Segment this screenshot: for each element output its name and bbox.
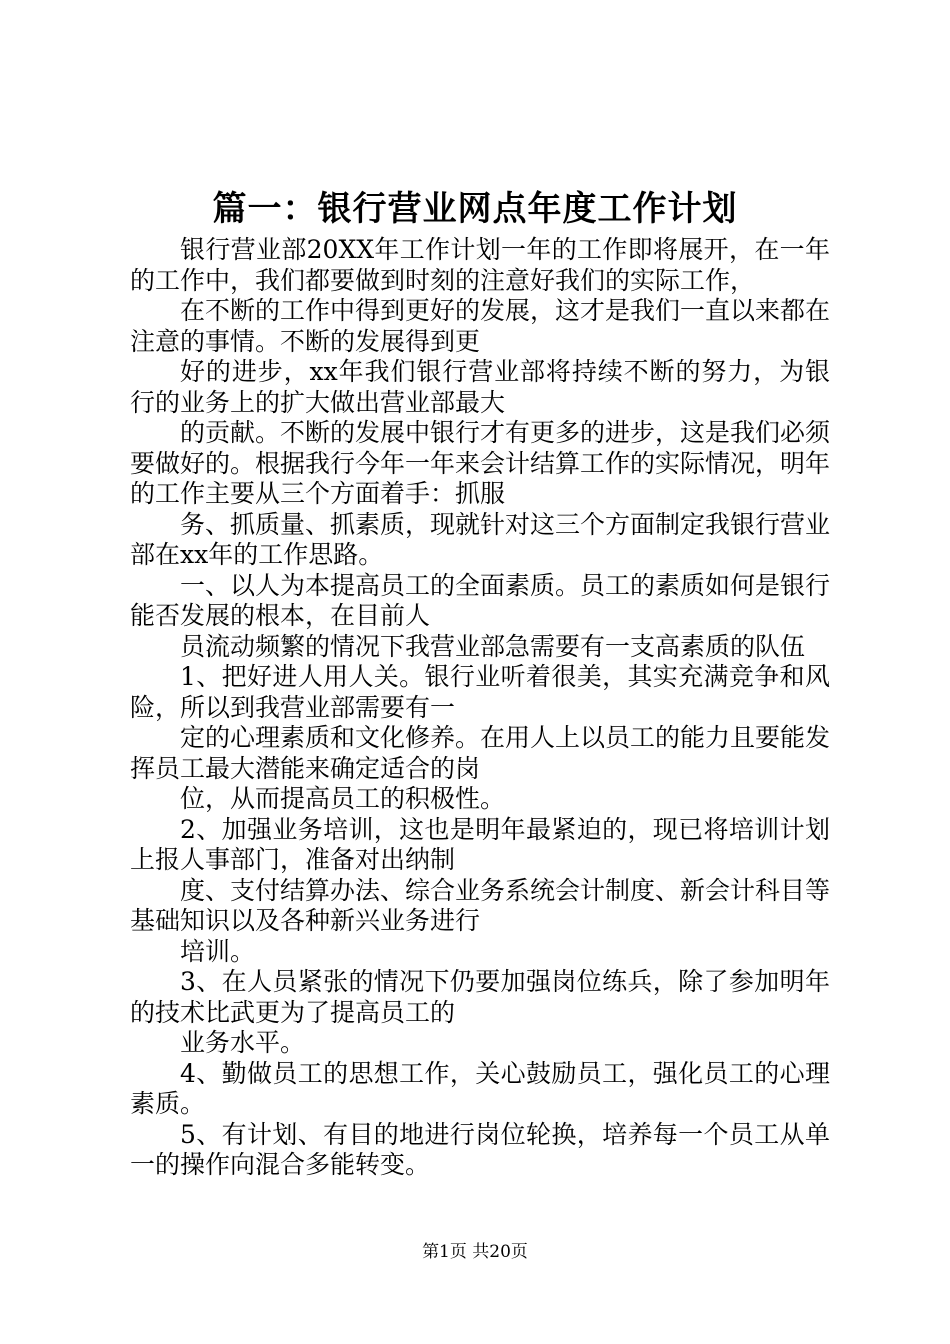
paragraph: 1、把好进人用人关。银行业听着很美，其实充满竞争和风险，所以到我营业部需要有一 [130, 662, 830, 722]
paragraph: 2、加强业务培训，这也是明年最紧迫的，现已将培训计划上报人事部门，准备对出纳制 [130, 814, 830, 874]
document-body [130, 235, 830, 1181]
page-footer: 第1页 共20页 [422, 1242, 528, 1262]
paragraph: 定的心理素质和文化修养。在用人上以员工的能力且要能发挥员工最大潜能来确定适合的岗 [130, 723, 831, 783]
paragraph: 培训。 [180, 936, 256, 966]
paragraph: 在不断的工作中得到更好的发展，这才是我们一直以来都在注意的事情。不断的发展得到更 [130, 296, 831, 356]
paragraph: 业务水平。 [180, 1028, 306, 1057]
paragraph: 3、在人员紧张的情况下仍要加强岗位练兵，除了参加明年的技术比武更为了提高员工的 [130, 967, 830, 1027]
paragraph: 好的进步，xx年我们银行营业部将持续不断的努力，为银行的业务上的扩大做出营业部最大 [130, 357, 830, 417]
paragraph: 的贡献。不断的发展中银行才有更多的进步，这是我们必须要做好的。根据我行今年一年来会计结算工作的实际情况，明年的工作主要从三个方面着手：抓服 [130, 418, 831, 508]
paragraph: 度、支付结算办法、综合业务系统会计制度、新会计科目等基础知识以及各种新兴业务进行 [130, 875, 831, 935]
paragraph: 银行营业部20XX年工作计划一年的工作即将展开，在一年的工作中，我们都要做到时刻的注意好我们的实际工作， [130, 235, 830, 295]
paragraph: 5、有计划、有目的地进行岗位轮换，培养每一个员工从单一的操作向混合多能转变。 [130, 1119, 830, 1179]
paragraph: 位，从而提高员工的积极性。 [180, 784, 506, 813]
document-title: 篇一：银行营业网点年度工作计划 [212, 189, 738, 229]
paragraph: 务、抓质量、抓素质，现就针对这三个方面制定我银行营业部在xx年的工作思路。 [130, 509, 831, 569]
paragraph: 员流动频繁的情况下我营业部急需要有一支高素质的队伍 [180, 631, 806, 661]
paragraph: 一、以人为本提高员工的全面素质。员工的素质如何是银行能否发展的根本，在目前人 [130, 570, 831, 630]
paragraph: 4、勤做员工的思想工作，关心鼓励员工，强化员工的心理素质。 [130, 1058, 830, 1118]
